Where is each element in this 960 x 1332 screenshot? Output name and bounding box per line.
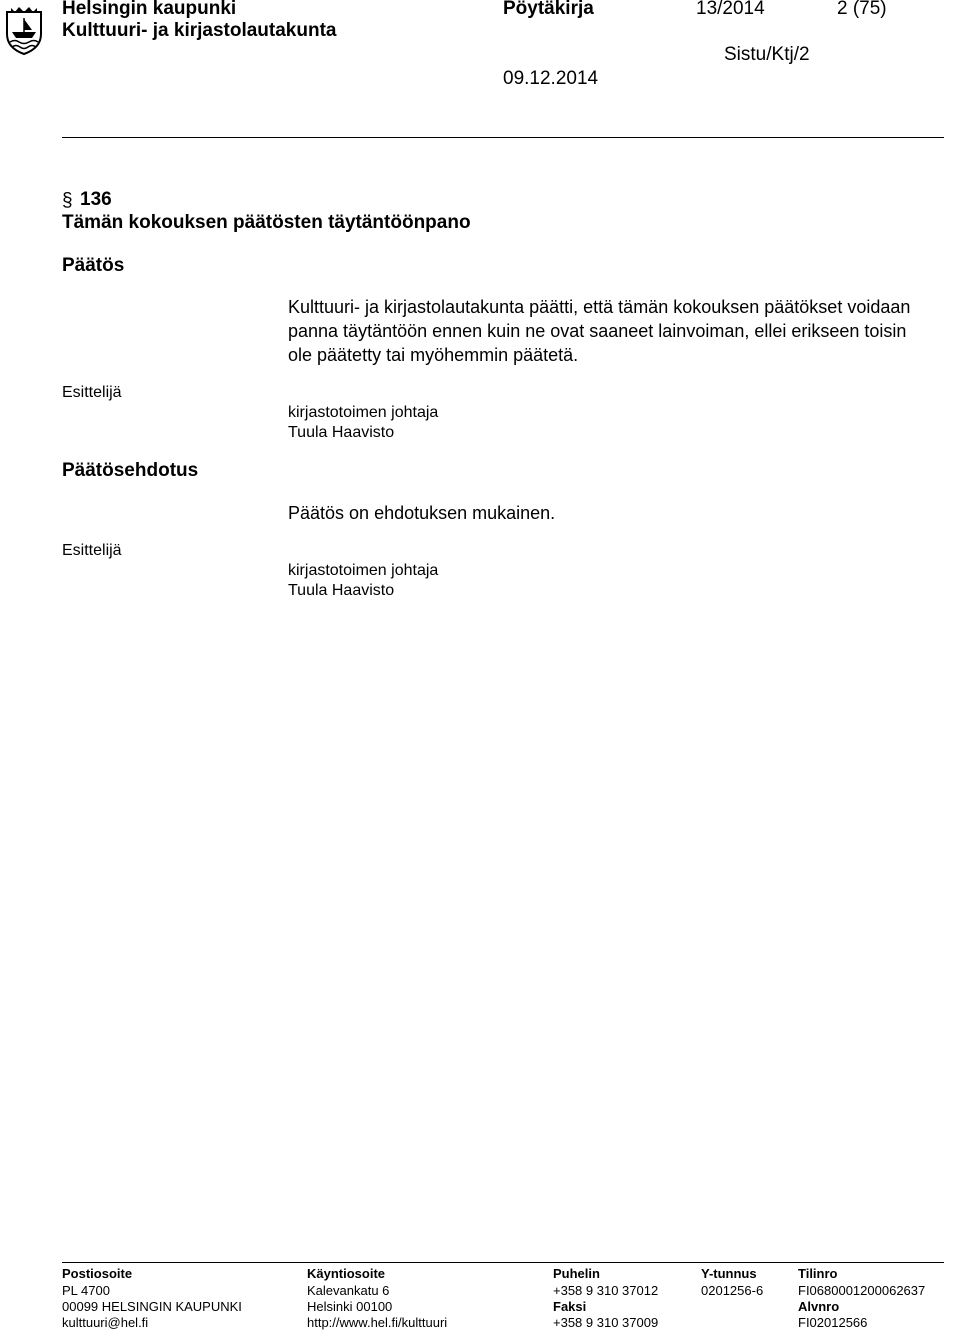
footer-account-value: FI0680001200062637: [798, 1283, 926, 1298]
page-number: 2 (75): [837, 0, 887, 19]
decision-presenter-name: Tuula Haavisto: [288, 424, 395, 441]
committee-name: Kulttuuri- ja kirjastolautakunta: [62, 20, 337, 41]
decision-presenter-label: Esittelijä: [62, 384, 122, 401]
proposal-text: Päätös on ehdotuksen mukainen.: [288, 503, 556, 523]
reference-code: Sistu/Ktj/2: [724, 44, 810, 65]
footer-business-id-value: 0201256-6: [701, 1283, 764, 1298]
footer-business-id-label: Y-tunnus: [701, 1266, 757, 1281]
organization-name: Helsingin kaupunki: [62, 0, 237, 19]
footer-postal-line1: PL 4700: [62, 1283, 110, 1298]
item-title: Tämän kokouksen päätösten täytäntöönpano: [62, 212, 471, 233]
meeting-date: 09.12.2014: [503, 68, 599, 89]
meeting-number: 13/2014: [696, 0, 765, 19]
footer-vat-label: Alvnro: [798, 1299, 840, 1314]
footer-visiting-line2: Helsinki 00100: [307, 1299, 393, 1314]
section-mark: §: [62, 190, 73, 211]
helsinki-coat-of-arms-icon: [4, 4, 44, 56]
header-divider: [62, 137, 944, 138]
footer-website-link[interactable]: http://www.hel.fi/kulttuuri: [307, 1315, 448, 1330]
footer-divider: [62, 1262, 944, 1263]
footer-account-label: Tilinro: [798, 1266, 838, 1281]
proposal-heading: Päätösehdotus: [62, 460, 199, 481]
footer-phone-label: Puhelin: [553, 1266, 600, 1281]
footer-visiting-label: Käyntiosoite: [307, 1266, 386, 1281]
decision-presenter-title: kirjastotoimen johtaja: [288, 404, 439, 421]
proposal-presenter-name: Tuula Haavisto: [288, 582, 395, 599]
footer-postal-line2: 00099 HELSINGIN KAUPUNKI: [62, 1299, 242, 1314]
footer-visiting-line1: Kalevankatu 6: [307, 1283, 390, 1298]
footer-postal-label: Postiosoite: [62, 1266, 133, 1281]
footer-fax-value: +358 9 310 37009: [553, 1315, 659, 1330]
footer-phone-value: +358 9 310 37012: [553, 1283, 659, 1298]
proposal-presenter-label: Esittelijä: [62, 542, 122, 559]
footer-email-link[interactable]: kulttuuri@hel.fi: [62, 1315, 149, 1330]
proposal-presenter-title: kirjastotoimen johtaja: [288, 562, 439, 579]
footer-fax-label: Faksi: [553, 1299, 587, 1314]
item-number: 136: [80, 189, 112, 210]
footer-vat-value: FI02012566: [798, 1315, 868, 1330]
document-type: Pöytäkirja: [503, 0, 594, 19]
decision-heading: Päätös: [62, 255, 125, 276]
decision-text: Kulttuuri- ja kirjastolautakunta päätti, että tämän kokouksen päätökset voidaan panna täytäntöön ennen kuin ne ovat saaneet lainvoiman, ellei erikseen toisin ole päätetty tai myöhemmin päätetä.: [288, 297, 911, 365]
